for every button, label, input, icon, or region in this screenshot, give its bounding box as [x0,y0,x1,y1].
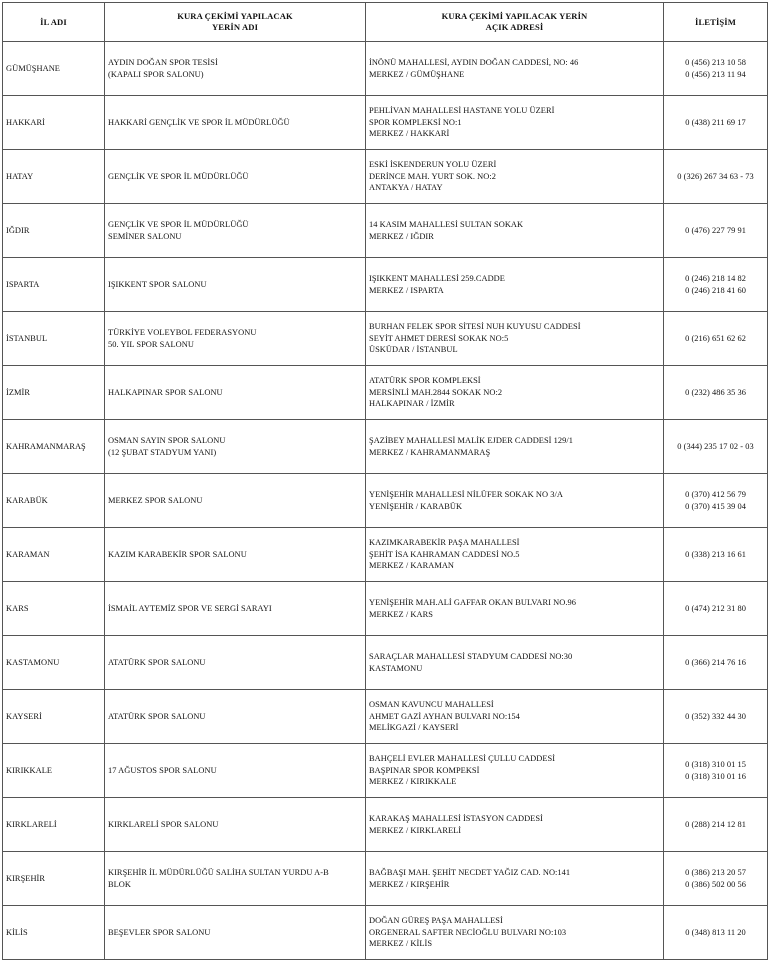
province-name: KARAMAN [6,549,50,559]
province-cell [3,204,105,258]
province-name: GÜMÜŞHANE [6,63,60,73]
venue-cell [105,42,366,96]
venue-cell [105,312,366,366]
table-row [3,420,768,474]
address-cell [366,420,664,474]
contact-cell [664,798,768,852]
phone-number: 0 (370) 412 56 79 [685,489,746,499]
phone-number: 0 (246) 218 41 60 [685,285,746,295]
venue-cell [105,474,366,528]
header-venue-line: YERİN ADI [211,22,259,32]
venue-name-line: (KAPALI SPOR SALONU) [108,69,204,79]
header-venue-line: KURA ÇEKİMİ YAPILACAK [177,11,293,21]
contact-cell [664,150,768,204]
venue-name-line: 17 AĞUSTOS SPOR SALONU [108,765,217,775]
address-line: MERKEZ / KARS [369,609,433,619]
venue-name-line: TÜRKİYE VOLEYBOL FEDERASYONU [108,327,257,337]
venue-name-line: BEŞEVLER SPOR SALONU [108,927,211,937]
province-cell [3,528,105,582]
contact-cell [664,636,768,690]
address-line: İNÖNÜ MAHALLESİ, AYDIN DOĞAN CADDESİ, NO: 46 [369,57,579,67]
phone-number: 0 (318) 310 01 15 [685,759,746,769]
address-line: KASTAMONU [369,663,423,673]
venue-name-line: SEMİNER SALONU [108,231,182,241]
table-row [3,690,768,744]
contact-cell [664,744,768,798]
province-name: KARABÜK [6,495,48,505]
address-line: BURHAN FELEK SPOR SİTESİ NUH KUYUSU CADDESİ [369,322,581,332]
contact-cell [664,420,768,474]
venue-name-line: HAKKARİ GENÇLİK VE SPOR İL MÜDÜRLÜĞÜ [108,117,290,127]
address-line: OSMAN KAVUNCU MAHALLESİ [369,700,494,710]
province-cell [3,474,105,528]
province-cell [3,312,105,366]
address-line: 14 KASIM MAHALLESİ SULTAN SOKAK [369,219,524,229]
phone-number: 0 (474) 212 31 80 [685,603,746,613]
address-line: MERKEZ / KIRŞEHİR [369,879,450,889]
phone-number: 0 (348) 813 11 20 [685,927,746,937]
address-line: YENİŞEHİR MAHALLESİ NİLÜFER SOKAK NO 3/A [369,489,563,499]
table-row [3,528,768,582]
venue-name-line: KIRŞEHİR İL MÜDÜRLÜĞÜ SALİHA SULTAN YURDU A-B [108,867,329,877]
province-name: IĞDIR [6,225,30,235]
venue-cell [105,96,366,150]
phone-number: 0 (366) 214 76 16 [685,657,746,667]
venue-name-line: AYDIN DOĞAN SPOR TESİSİ [108,57,218,67]
table-row [3,798,768,852]
venue-cell [105,798,366,852]
contact-cell [664,474,768,528]
address-line: DOĞAN GÜREŞ PAŞA MAHALLESİ [369,916,503,926]
table-row [3,366,768,420]
table-row [3,906,768,960]
address-cell [366,474,664,528]
province-cell [3,366,105,420]
venue-cell [105,906,366,960]
phone-number: 0 (288) 214 12 81 [685,819,746,829]
address-cell [366,258,664,312]
address-line: ÜSKÜDAR / İSTANBUL [369,345,458,355]
province-name: HAKKARİ [6,117,45,127]
address-line: IŞIKKENT MAHALLESİ 259.CADDE [369,273,505,283]
contact-cell [664,258,768,312]
address-cell [366,582,664,636]
province-cell [3,744,105,798]
address-line: MERKEZ / KIRKLARELİ [369,825,462,835]
province-name: HATAY [6,171,34,181]
venue-name-line: KIRKLARELİ SPOR SALONU [108,819,219,829]
address-line: KAZIMKARABEKİR PAŞA MAHALLESİ [369,538,520,548]
address-line: MERKEZ / KARAMAN [369,561,455,571]
venue-cell [105,366,366,420]
address-line: MERKEZ / KIRIKKALE [369,777,457,787]
venue-name-line: BLOK [108,879,131,889]
table-row [3,744,768,798]
venue-name-line: 50. YIL SPOR SALONU [108,339,194,349]
address-line: SPOR KOMPLEKSİ NO:1 [369,117,462,127]
venue-name-line: GENÇLİK VE SPOR İL MÜDÜRLÜĞÜ [108,219,249,229]
address-cell [366,312,664,366]
province-name: KASTAMONU [6,657,60,667]
table-row [3,42,768,96]
venue-cell [105,582,366,636]
province-cell [3,420,105,474]
province-cell [3,96,105,150]
venue-cell [105,204,366,258]
venue-name-line: HALKAPINAR SPOR SALONU [108,387,223,397]
table-row [3,312,768,366]
address-cell [366,906,664,960]
address-cell [366,852,664,906]
contact-cell [664,852,768,906]
address-line: ORGENERAL SAFTER NECİOĞLU BULVARI NO:103 [369,927,567,937]
venue-cell [105,690,366,744]
table-row [3,150,768,204]
venue-cell [105,744,366,798]
venue-name-line: ATATÜRK SPOR SALONU [108,711,206,721]
table-row [3,852,768,906]
province-name: KİLİS [6,927,28,937]
address-cell [366,798,664,852]
address-cell [366,204,664,258]
venue-cell [105,150,366,204]
address-line: ŞAZİBEY MAHALLESİ MALİK EJDER CADDESİ 129/1 [369,435,573,445]
table-row [3,636,768,690]
province-name: KIRKLARELİ [6,819,57,829]
venue-name-line: ATATÜRK SPOR SALONU [108,657,206,667]
contact-cell [664,690,768,744]
address-line: ANTAKYA / HATAY [369,183,443,193]
address-line: MELİKGAZİ / KAYSERİ [369,723,459,733]
address-cell [366,636,664,690]
table-row [3,204,768,258]
phone-number: 0 (338) 213 16 61 [685,549,746,559]
table-row [3,474,768,528]
header-address-line: AÇIK ADRESİ [485,22,544,32]
venue-name-line: (12 ŞUBAT STADYUM YANI) [108,447,217,457]
address-line: BAĞBAŞI MAH. ŞEHİT NECDET YAĞIZ CAD. NO:141 [369,867,571,877]
province-cell [3,42,105,96]
province-name: İZMİR [6,387,30,397]
address-cell [366,150,664,204]
phone-number: 0 (456) 213 10 58 [685,57,746,67]
phone-number: 0 (326) 267 34 63 - 73 [677,171,754,181]
table-header [3,3,768,42]
venue-cell [105,852,366,906]
address-line: MERKEZ / IĞDIR [369,231,434,241]
address-line: PEHLİVAN MAHALLESİ HASTANE YOLU ÜZERİ [369,106,555,116]
table-row [3,582,768,636]
venue-name-line: İSMAİL AYTEMİZ SPOR VE SERGİ SARAYI [108,603,272,613]
contact-cell [664,96,768,150]
address-cell [366,690,664,744]
address-cell [366,96,664,150]
address-cell [366,744,664,798]
venue-name-line: KAZIM KARABEKİR SPOR SALONU [108,549,247,559]
contact-cell [664,906,768,960]
phone-number: 0 (386) 213 20 57 [685,867,746,877]
province-name: KIRŞEHİR [6,873,46,883]
province-cell [3,906,105,960]
province-cell [3,690,105,744]
province-name: ISPARTA [6,279,40,289]
address-line: ESKİ İSKENDERUN YOLU ÜZERİ [369,160,497,170]
table-row [3,258,768,312]
header-venue-name [105,3,366,42]
table-body [3,42,768,960]
province-cell [3,852,105,906]
venue-cell [105,420,366,474]
contact-cell [664,366,768,420]
address-line: YENİŞEHİR MAH.ALİ GAFFAR OKAN BULVARI NO.96 [369,597,576,607]
address-line: SEYİT AHMET DERESİ SOKAK NO:5 [369,333,509,343]
province-cell [3,636,105,690]
address-line: MERKEZ / KAHRAMANMARAŞ [369,447,491,457]
address-line: BAHÇELİ EVLER MAHALLESİ ÇULLU CADDESİ [369,754,556,764]
venue-cell [105,528,366,582]
province-name: KAYSERİ [6,711,42,721]
phone-number: 0 (456) 213 11 94 [685,69,746,79]
address-cell [366,42,664,96]
address-line: DERİNCE MAH. YURT SOK. NO:2 [369,171,496,181]
header-address-line: KURA ÇEKİMİ YAPILACAK YERİN [441,11,588,21]
phone-number: 0 (386) 502 00 56 [685,879,746,889]
header-address [366,3,664,42]
address-cell [366,366,664,420]
province-cell [3,150,105,204]
province-name: KARS [6,603,29,613]
province-cell [3,582,105,636]
address-line: YENİŞEHİR / KARABÜK [369,501,463,511]
phone-number: 0 (352) 332 44 30 [685,711,746,721]
address-line: BAŞPINAR SPOR KOMPEKSİ [369,765,480,775]
contact-cell [664,528,768,582]
phone-number: 0 (318) 310 01 16 [685,771,746,781]
address-line: MERKEZ / GÜMÜŞHANE [369,69,465,79]
header-contact: İLETİŞİM [664,3,768,42]
phone-number: 0 (438) 211 69 17 [685,117,746,127]
address-line: MERKEZ / KİLİS [369,939,433,949]
province-name: İSTANBUL [6,333,48,343]
address-line: ATATÜRK SPOR KOMPLEKSİ [369,376,481,386]
venue-name-line: MERKEZ SPOR SALONU [108,495,203,505]
venue-cell [105,636,366,690]
phone-number: 0 (216) 651 62 62 [685,333,746,343]
phone-number: 0 (246) 218 14 82 [685,273,746,283]
contact-cell [664,582,768,636]
contact-cell [664,204,768,258]
header-province: İL ADI [3,3,105,42]
address-line: HALKAPINAR / İZMİR [369,399,455,409]
address-line: SARAÇLAR MAHALLESİ STADYUM CADDESİ NO:30 [369,651,573,661]
phone-number: 0 (370) 415 39 04 [685,501,746,511]
phone-number: 0 (344) 235 17 02 - 03 [677,441,754,451]
province-cell [3,258,105,312]
province-name: KAHRAMANMARAŞ [6,441,86,451]
province-cell [3,798,105,852]
phone-number: 0 (232) 486 35 36 [685,387,746,397]
address-line: MERKEZ / ISPARTA [369,285,444,295]
venue-name-line: OSMAN SAYIN SPOR SALONU [108,435,226,445]
address-line: ŞEHİT İSA KAHRAMAN CADDESİ NO.5 [369,549,520,559]
phone-number: 0 (476) 227 79 91 [685,225,746,235]
venue-table [2,2,768,960]
contact-cell [664,312,768,366]
venue-name-line: GENÇLİK VE SPOR İL MÜDÜRLÜĞÜ [108,171,249,181]
address-line: MERSİNLİ MAH.2844 SOKAK NO:2 [369,387,503,397]
address-line: AHMET GAZİ AYHAN BULVARI NO:154 [369,711,520,721]
table-row [3,96,768,150]
header-row [3,3,768,42]
address-line: KARAKAŞ MAHALLESİ İSTASYON CADDESİ [369,813,543,823]
contact-cell [664,42,768,96]
venue-cell [105,258,366,312]
venue-name-line: IŞIKKENT SPOR SALONU [108,279,207,289]
address-line: MERKEZ / HAKKARİ [369,129,450,139]
province-name: KIRIKKALE [6,765,53,775]
address-cell [366,528,664,582]
